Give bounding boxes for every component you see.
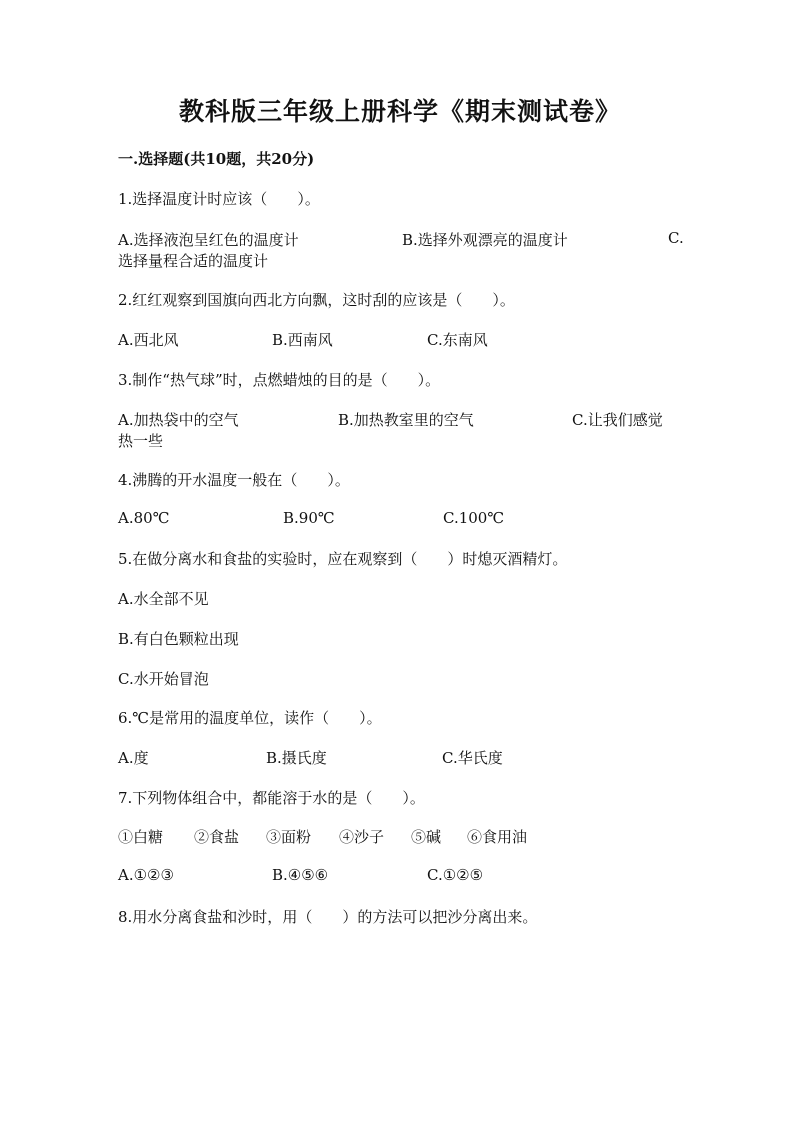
question-5-option-b: B.有白色颗粒出现 [118,630,239,648]
question-5-stem: 5.在做分离水和食盐的实验时，应在观察到（ ）时熄灭酒精灯。 [118,550,568,568]
question-7-item: ②食盐 [194,828,240,846]
question-7-option-c: C.①②⑤ [427,866,484,884]
page-title: 教科版三年级上册科学《期末测试卷》 [178,97,621,126]
question-1-option-a: A.选择液泡呈红色的温度计 [118,231,299,249]
question-4-option-c: C.100℃ [443,509,505,527]
question-6-stem: 6.℃是常用的温度单位，读作（ ）。 [118,709,382,727]
question-3-option-b: B.加热教室里的空气 [338,411,474,429]
question-1-option-c-text: 选择量程合适的温度计 [118,252,269,270]
question-6-option-c: C.华氏度 [442,749,503,767]
question-7-item: ⑥食用油 [467,828,528,846]
question-4-option-a: A.80℃ [118,509,170,527]
question-7-item: ③面粉 [266,828,312,846]
question-3-option-a: A.加热袋中的空气 [118,411,239,429]
question-7-option-b: B.④⑤⑥ [272,866,329,884]
question-3-stem: 3.制作“热气球”时，点燃蜡烛的目的是（ ）。 [118,371,441,389]
section-heading: 一.选择题(共10题，共20分) [118,150,315,168]
question-3-option-c: C.让我们感觉 [572,411,663,429]
question-5-option-c: C.水开始冒泡 [118,670,209,688]
question-2-option-c: C.东南风 [427,331,488,349]
question-7-item: ④沙子 [339,828,385,846]
question-4-option-b: B.90℃ [283,509,335,527]
question-1-option-c-label: C. [668,229,684,247]
question-7-item: ⑤碱 [411,828,442,846]
question-1-option-b: B.选择外观漂亮的温度计 [402,231,568,249]
question-6-option-b: B.摄氏度 [266,749,327,767]
question-1-stem: 1.选择温度计时应该（ ）。 [118,190,320,208]
question-2-option-a: A.西北风 [118,331,179,349]
question-8-stem: 8.用水分离食盐和沙时，用（ ）的方法可以把沙分离出来。 [118,908,538,926]
question-4-stem: 4.沸腾的开水温度一般在（ ）。 [118,471,350,489]
question-6-option-a: A.度 [118,749,149,767]
question-3-option-c-continued: 热一些 [118,432,164,450]
question-2-stem: 2.红红观察到国旗向西北方向飘，这时刮的应该是（ ）。 [118,291,515,309]
question-5-option-a: A.水全部不见 [118,590,209,608]
question-7-stem: 7.下列物体组合中，都能溶于水的是（ ）。 [118,789,425,807]
question-7-option-a: A.①②③ [118,866,174,884]
question-7-item: ①白糖 [118,828,164,846]
question-2-option-b: B.西南风 [272,331,333,349]
